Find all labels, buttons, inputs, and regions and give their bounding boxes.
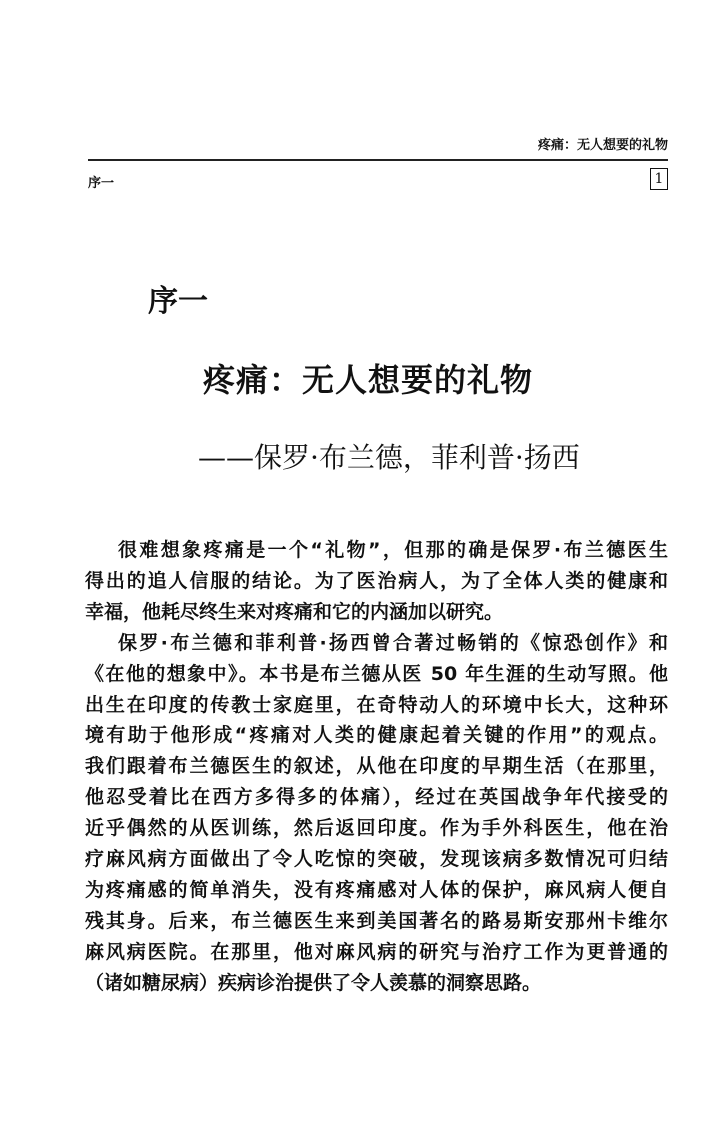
body-line: 他忍受着比在西方多得多的体痛），经过在英国战争年代接受的 xyxy=(85,786,668,809)
body-line: 我们跟着布兰德医生的叙述，从他在印度的早期生活（在那里， xyxy=(85,755,668,778)
body-line: 幸福，他耗尽终生来对疼痛和它的内涵加以研究。 xyxy=(85,600,504,623)
body-line: 境有助于他形成“疼痛对人类的健康起着关键的作用”的观点。 xyxy=(85,724,668,747)
running-header-title: 疼痛：无人想要的礼物 xyxy=(537,138,668,153)
body-line: 为疼痛感的简单消失，没有疼痛感对人体的保护，麻风病人便自 xyxy=(85,878,668,901)
body-line: 残其身。后来，布兰德医生来到美国著名的路易斯安那州卡维尔 xyxy=(85,909,668,932)
chapter-title: 疼痛：无人想要的礼物 xyxy=(203,361,534,399)
body-line: 很难想象疼痛是一个“礼物”，但那的确是保罗·布兰德医生 xyxy=(118,539,668,561)
running-section-label: 序一 xyxy=(88,176,115,191)
body-line: （诸如糖尿病）疾病诊治提供了令人羡慕的洞察思路。 xyxy=(85,971,542,994)
header-rule xyxy=(88,159,668,161)
body-line: 出生在印度的传教士家庭里，在奇特动人的环境中长大，这种环 xyxy=(85,693,668,716)
chapter-label: 序一 xyxy=(148,284,208,319)
body-line: 保罗·布兰德和菲利普·扬西曾合著过畅销的《惊恐创作》和 xyxy=(118,631,668,654)
body-line: 麻风病医院。在那里，他对麻风病的研究与治疗工作为更普通的 xyxy=(85,940,668,963)
body-line: 近乎偶然的从医训练，然后返回印度。作为手外科医生，他在治 xyxy=(85,817,668,840)
chapter-subtitle-authors: ——保罗·布兰德，菲利普·扬西 xyxy=(198,441,580,474)
body-line: 《在他的想象中》。本书是布兰德从医 50 年生涯的生动写照。他 xyxy=(85,662,668,685)
body-line: 疗麻风病方面做出了令人吃惊的突破，发现该病多数情况可归结 xyxy=(85,848,668,870)
page-number: 1 xyxy=(650,168,668,190)
body-line: 得出的追人信服的结论。为了医治病人，为了全体人类的健康和 xyxy=(85,569,668,592)
